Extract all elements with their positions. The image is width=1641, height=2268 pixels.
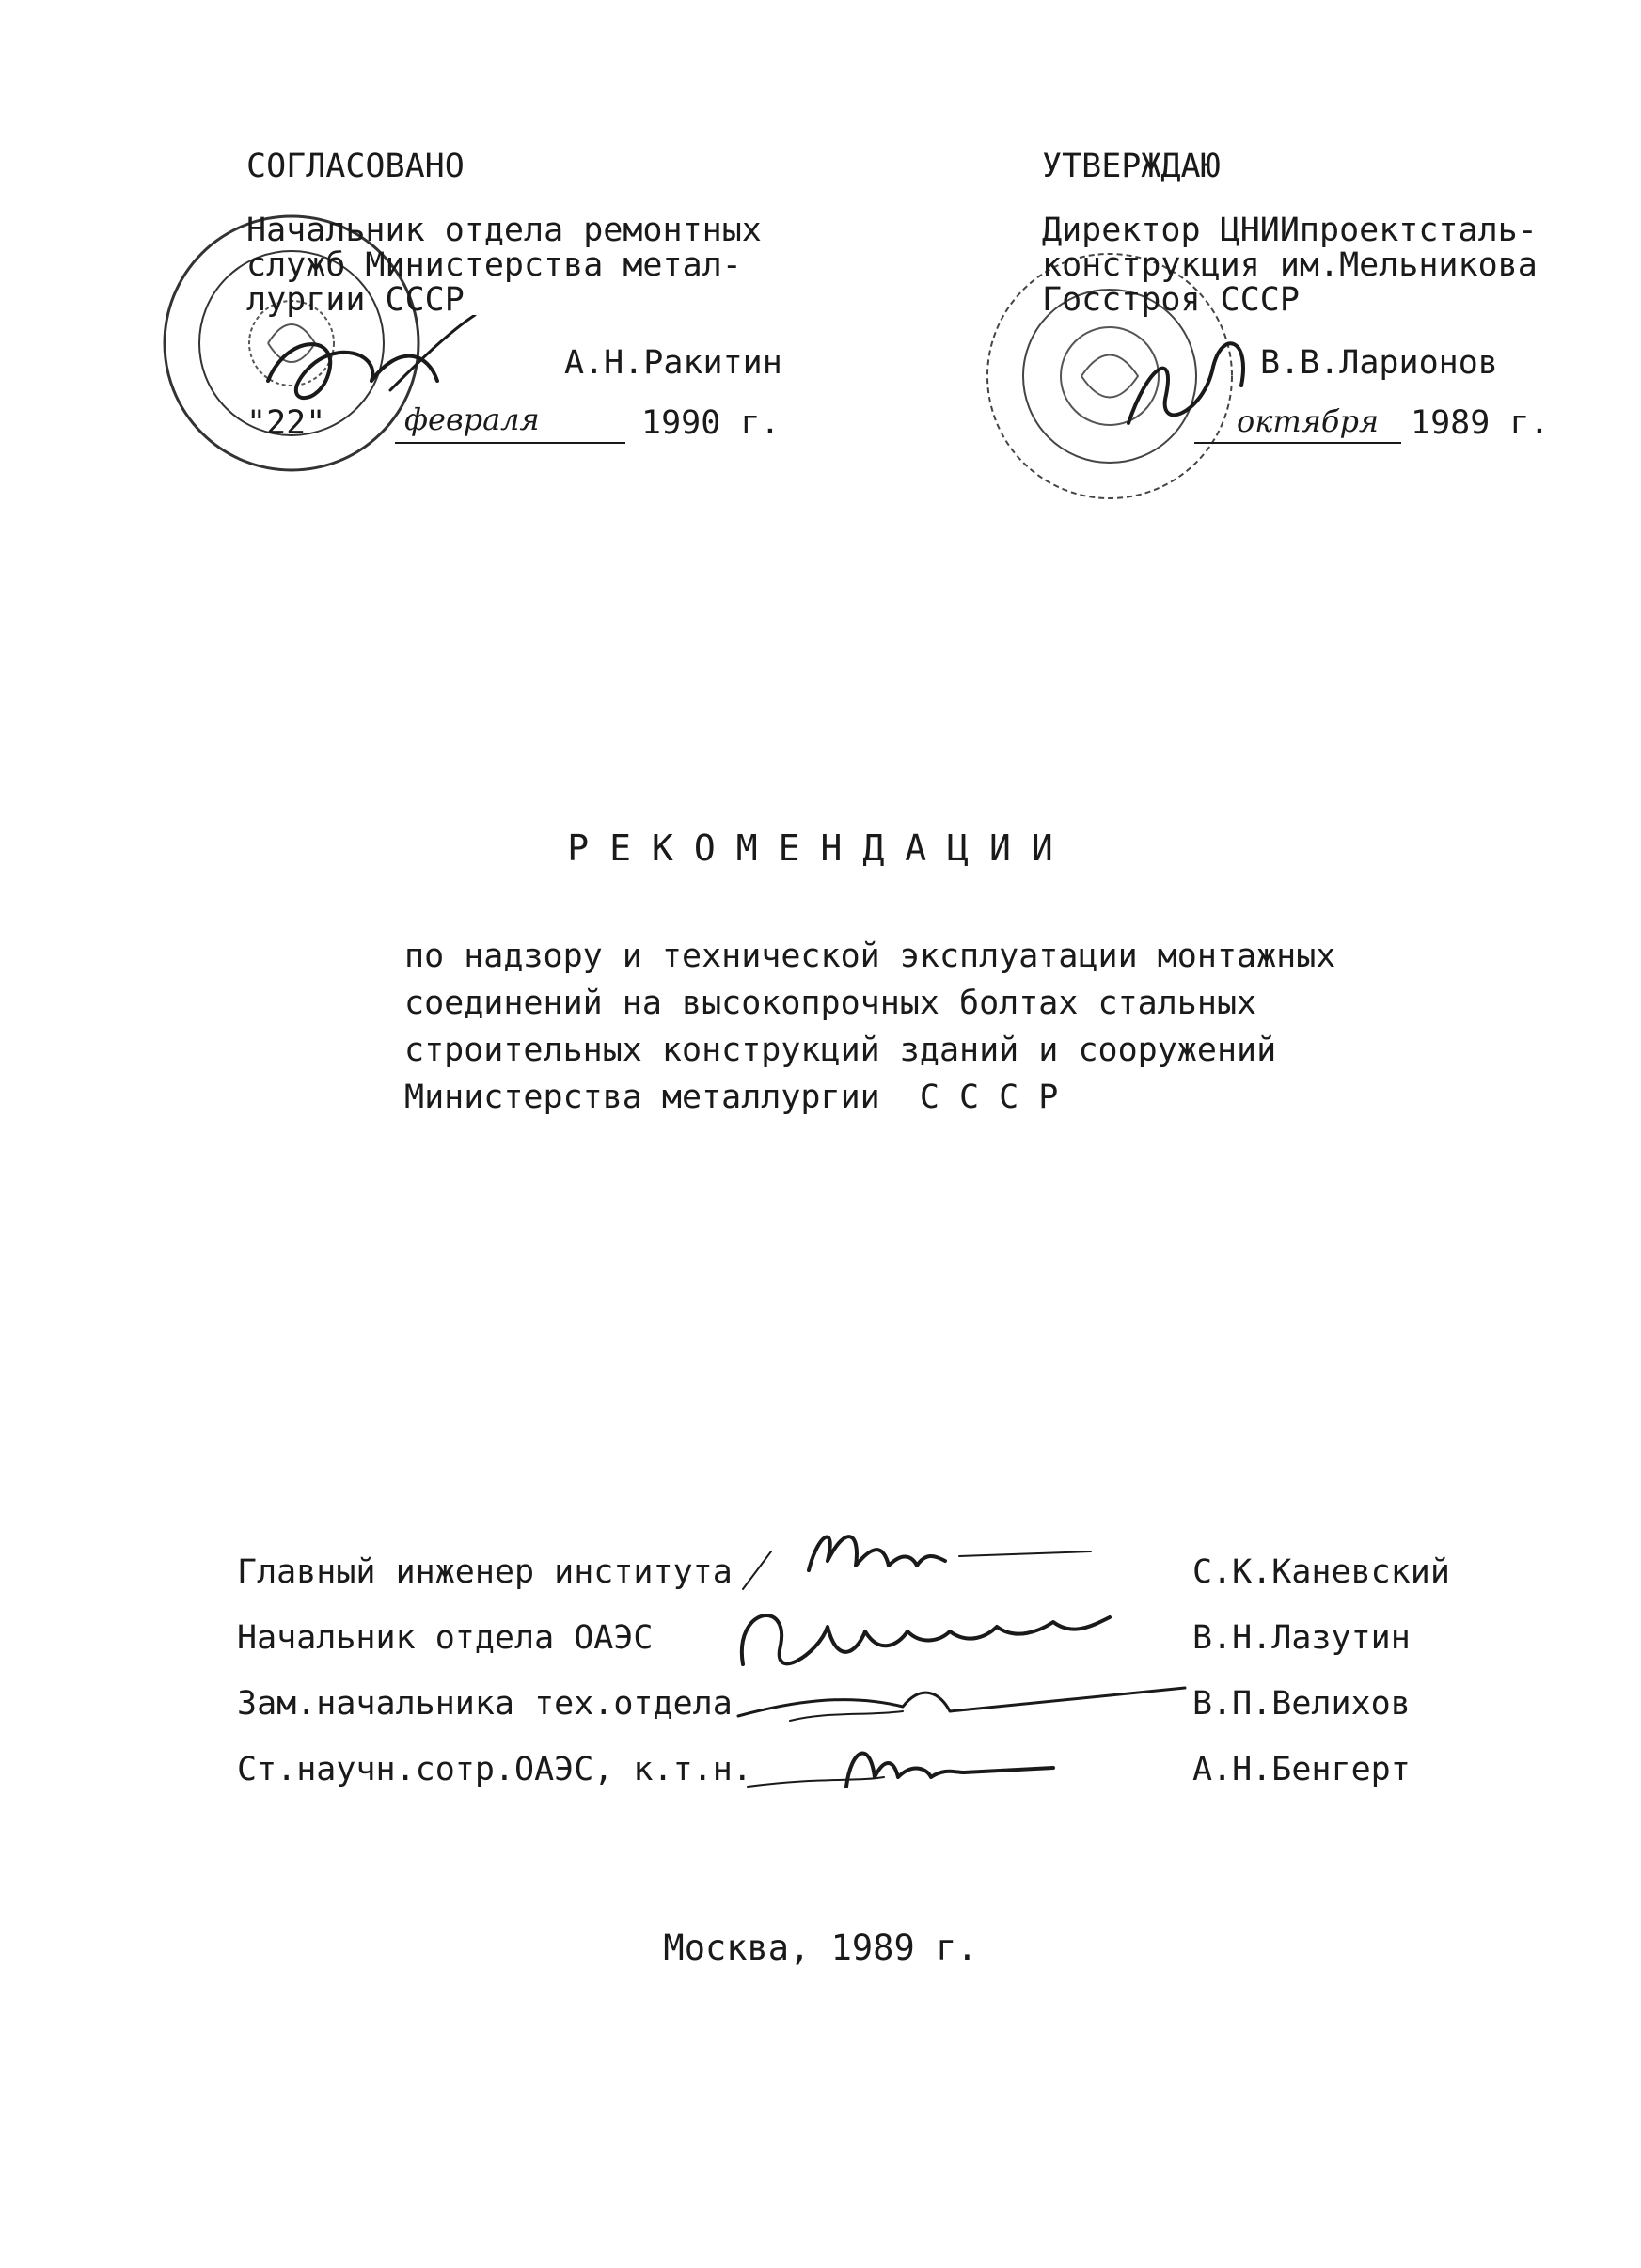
signatory-3-signature: [734, 1664, 1204, 1740]
left-approval-date-month: февраля: [404, 402, 540, 437]
subtitle-line-1: по надзору и технической эксплуатации монтажных: [404, 937, 1336, 975]
right-approval-signature: [1110, 310, 1279, 451]
document-title: РЕКОМЕНДАЦИИ: [567, 827, 1074, 869]
right-approval-name: В.В.Ларионов: [1260, 344, 1498, 382]
right-approval-heading: УТВЕРЖДАЮ: [1042, 148, 1221, 185]
signatory-1-name: С.К.Каневский: [1192, 1553, 1450, 1591]
signatory-3-position: Зам.начальника тех.отдела: [237, 1685, 733, 1723]
signatory-1-signature: [734, 1514, 1128, 1599]
right-approval-date-year: 1989 г.: [1411, 404, 1550, 442]
subtitle-line-3: строительных конструкций зданий и сооружений: [404, 1032, 1277, 1069]
right-approval-position-line-2: конструкция им.Мельникова: [1042, 246, 1538, 284]
document-subtitle: [404, 933, 1335, 1121]
left-approval-heading: СОГЛАСОВАНО: [246, 148, 465, 185]
left-approval-date-day: "22": [246, 404, 326, 442]
document-footer-place-date: Москва, 1989 г.: [663, 1928, 978, 1968]
left-approval-date-year: 1990 г.: [641, 404, 781, 442]
signatory-2-position: Начальник отдела ОАЭС: [237, 1619, 654, 1657]
left-approval-date-underline: [395, 442, 625, 444]
signatory-1-position: Главный инженер института: [237, 1553, 733, 1591]
left-approval-position-line-2: служб Министерства метал-: [246, 246, 742, 284]
signatory-3-name: В.П.Велихов: [1192, 1685, 1411, 1723]
left-approval-position-line-1: Начальник отдела ремонтных: [246, 212, 762, 249]
subtitle-line-2: соединений на высокопрочных болтах стальных: [404, 984, 1257, 1022]
left-approval-name: А.Н.Ракитин: [564, 344, 782, 382]
right-approval-position-line-3: Госстроя СССР: [1042, 281, 1300, 319]
subtitle-line-4: Министерства металлургии С С С Р: [404, 1079, 1059, 1116]
right-approval-position-line-1: Директор ЦНИИпроектсталь-: [1042, 212, 1538, 249]
signatory-4-signature: [743, 1730, 1119, 1805]
signatory-2-name: В.Н.Лазутин: [1192, 1619, 1411, 1657]
signatory-4-position: Ст.научн.сотр.ОАЭС, к.т.н.: [237, 1751, 752, 1788]
left-approval-position-line-3: лургии СССР: [246, 281, 465, 319]
left-approval-signature: [249, 315, 494, 428]
right-approval-date-month: октября: [1237, 403, 1380, 439]
signatory-4-name: А.Н.Бенгерт: [1192, 1751, 1411, 1788]
